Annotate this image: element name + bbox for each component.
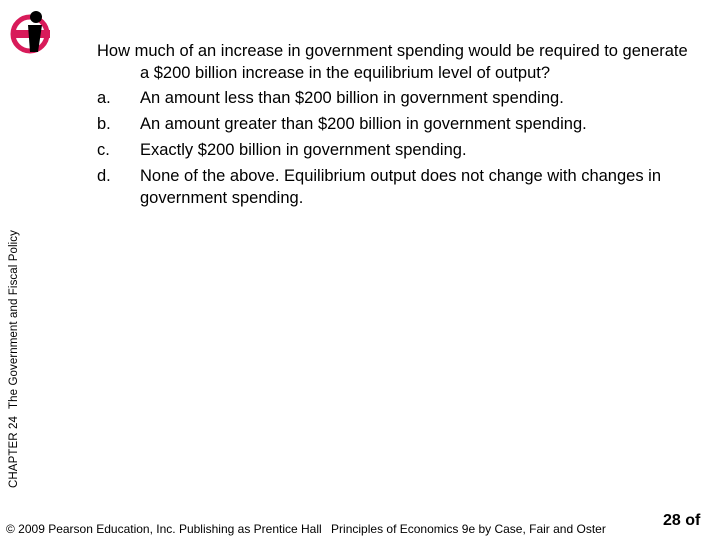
question-block — [97, 40, 697, 213]
copyright-text: © 2009 Pearson Education, Inc. Publishing as Prentice Hall — [6, 522, 322, 536]
chapter-side-title — [8, 230, 20, 488]
option-text: An amount greater than $200 billion in government spending. — [140, 115, 587, 133]
chapter-title: The Government and Fiscal Policy — [8, 230, 20, 409]
option-letter: a. — [97, 89, 111, 107]
page-number: 28 of — [663, 512, 701, 529]
option-d — [97, 165, 697, 209]
option-letter: b. — [97, 115, 111, 133]
book-title: Principles of Economics 9e by Case, Fair and Oster — [331, 522, 606, 536]
option-letter: c. — [97, 141, 110, 159]
option-b — [97, 113, 697, 135]
question-stem: How much of an increase in government spending would be required to generate a $200 billion increase in the equilibrium level of output? — [97, 42, 688, 82]
footer — [6, 522, 606, 536]
option-text: An amount less than $200 billion in government spending. — [140, 89, 564, 107]
option-text: None of the above. Equilibrium output does not change with changes in government spending. — [140, 167, 662, 207]
option-a — [97, 87, 697, 109]
option-letter: d. — [97, 167, 111, 185]
info-person-icon — [8, 8, 60, 56]
chapter-number: CHAPTER 24 — [8, 416, 20, 488]
option-text: Exactly $200 billion in government spending. — [140, 141, 467, 159]
option-c — [97, 139, 697, 161]
